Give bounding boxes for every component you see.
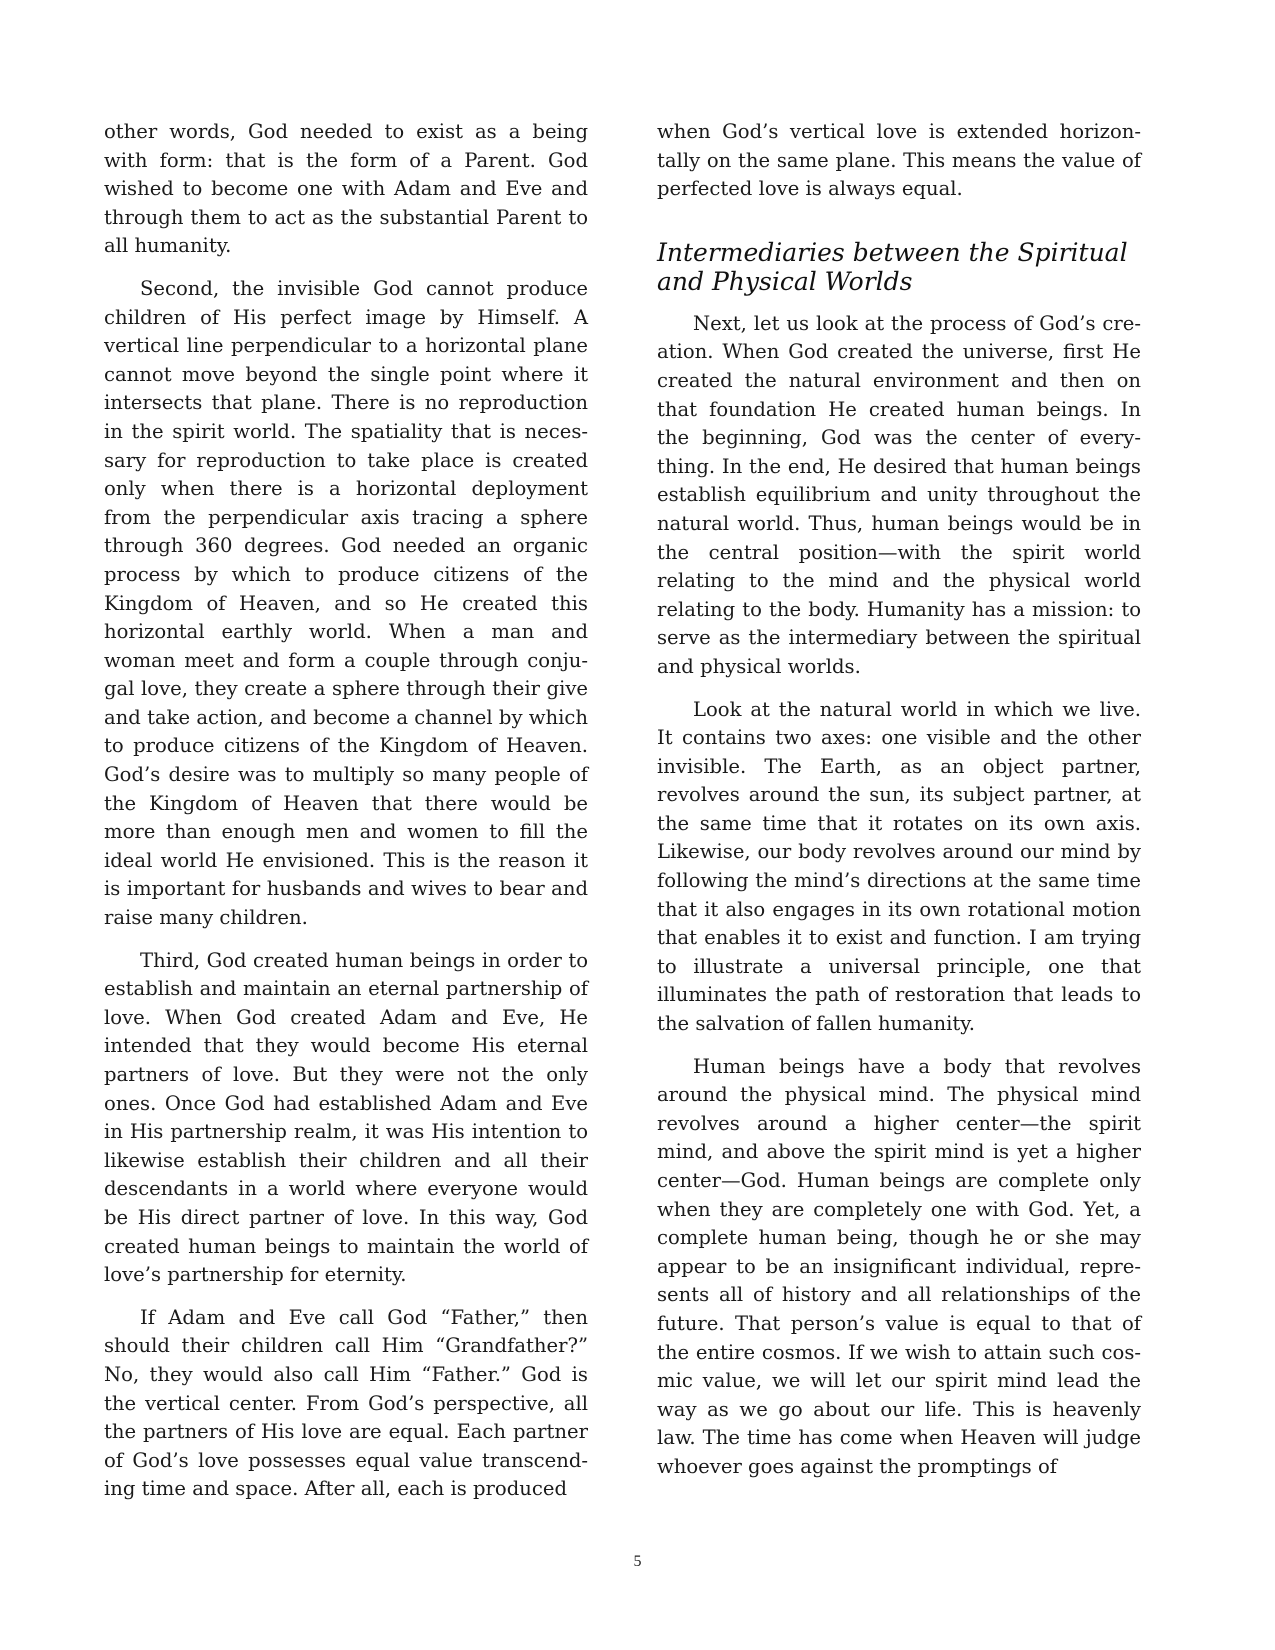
body-paragraph: If Adam and Eve call God “Father,” then should their children call Him “Grandfather?” No, they would also call Him “Father.” God is the vertical center. From God’s perspective, all the partners of His love are equal. Each partner of God’s love possesses equal value transcending time and space. After all, each is produced — [104, 1305, 588, 1501]
section-heading: Intermediaries between the Spiritual and Physical Worlds — [657, 237, 1128, 296]
body-paragraph: Next, let us look at the process of God’s creation. When God created the universe, first He created the natural environment and then on that foundation He created human beings. In the beginning, God was the center of everything. In the end, He desired that human beings establish equilibrium and unity throughout the natural world. Thus, human beings would be in the central position—with the spirit world relating to the mind and the physical world relating to the body. Humanity has a mission: to serve as the intermediary between the spiritual and physical worlds. — [657, 311, 1141, 678]
body-paragraph: when God’s vertical love is extended horizontally on the same plane. This means the value of perfected love is always equal. — [657, 120, 1141, 201]
body-paragraph: Look at the natural world in which we live. It contains two axes: one visible and the other invisible. The Earth, as an object partner, revolves around the sun, its subject partner, at the same time that it rotates on its own axis. Likewise, our body revolves around our mind by following the mind’s directions at the same time that it also engages in its own rotational motion that enables it to exist and function. I am trying to illustrate a universal principle, one that illuminates the path of restoration that leads to the salvation of fallen humanity. — [657, 697, 1141, 1036]
left-column — [104, 118, 588, 1518]
body-paragraph: other words, God needed to exist as a being with form: that is the form of a Parent. God wished to become one with Adam and Eve and through them to act as the substantial Parent to all humanity. — [104, 120, 588, 258]
body-paragraph: Third, God created human beings in order to establish and maintain an eternal partnership of love. When God created Adam and Eve, He intended that they would become His eternal partners of love. But they were not the only ones. Once God had established Adam and Eve in His partnership realm, it was His intention to likewise establish their children and all their descendants in a world where everyone would be His direct partner of love. In this way, God created human beings to maintain the world of love’s partnership for eternity. — [104, 948, 588, 1287]
page-number: 5 — [633, 1553, 642, 1570]
right-column — [657, 118, 1141, 1496]
body-paragraph: Human beings have a body that revolves around the physical mind. The physical mind revolves around a higher center—the spirit mind, and above the spirit mind is yet a higher center—God. Human beings are complete only when they are completely one with God. Yet, a complete human being, though he or she may appear to be an insignificant individual, represents all of history and all relationships of the future. That person’s value is equal to that of the entire cosmos. If we wish to attain such cosmic value, we will let our spirit mind lead the way as we go about our life. This is heavenly law. The time has come when Heaven will judge whoever goes against the promptings of — [657, 1054, 1141, 1478]
body-paragraph: Second, the invisible God cannot produce children of His perfect image by Himself. A vertical line perpendicular to a horizontal plane cannot move beyond the single point where it intersects that plane. There is no reproduction in the spirit world. The spatiality that is necessary for reproduction to take place is created only when there is a horizontal deployment from the perpendicular axis tracing a sphere through 360 degrees. God needed an organic process by which to produce citizens of the Kingdom of Heaven, and so He created this horizontal earthly world. When a man and woman meet and form a couple through conjugal love, they create a sphere through their give and take action, and become a channel by which to produce citizens of the Kingdom of Heaven. God’s desire was to multiply so many people of the Kingdom of Heaven that there would be more than enough men and women to fill the ideal world He envisioned. This is the reason it is important for husbands and wives to bear and raise many children. — [104, 276, 588, 930]
